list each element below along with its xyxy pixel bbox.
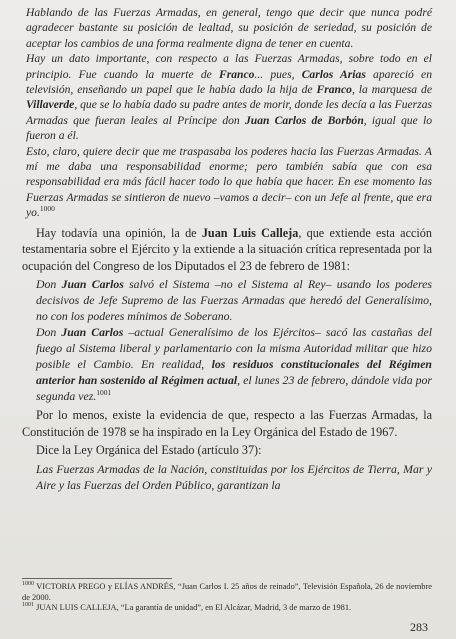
quote-paragraph — [36, 324, 432, 404]
footnote-ref: 1001 — [96, 388, 112, 398]
quote-paragraph — [26, 144, 432, 221]
text-run: Don — [36, 277, 62, 292]
text-run: Hay un dato importante, con respecto a las Fuerzas Armadas, sobre todo en el principio. Fue cuando la muerte de — [26, 52, 432, 81]
text-run: –actual Generalísimo de los Ejércitos– sacó las castañas del fuego al Sistema liberal y parlamentario con la misma Autoridad militar que hizo posible el Cambio. En realidad, — [36, 325, 433, 372]
bold-name: Juan Carlos — [61, 325, 124, 340]
quote-paragraph — [36, 276, 432, 324]
bold-name: Franco — [316, 83, 352, 97]
quote-block-1 — [26, 5, 432, 221]
text-run: , que extiende esta acción testamentaria sobre el Ejército y la extiende a la situación crítica representada por la ocupación del Congreso de los Diputados el 23 de febrero de 1981: — [22, 225, 432, 273]
bold-name: Carlos Arias — [301, 67, 366, 81]
footnote-1000 — [22, 582, 432, 603]
page-number: 283 — [410, 620, 428, 634]
bold-name: los residuos constitucionales del Régimen anterior han sostenido al Régimen actual — [36, 357, 432, 388]
footnote-number: 1001 — [22, 602, 34, 609]
footnote-1001 — [22, 603, 432, 614]
text-run: Esto, claro, quiere decir que me traspasaba los poderes hacia las Fuerzas Armadas. A mí me daba una responsabilidad enorme; pero también sabía que con esa responsabilidad era más fácil hacer todo lo que había que hacer. En ese momento las Fuerzas Armadas se sintieron de nuevo –vamos a decir– con un Jefe al frente, que era yo. — [26, 144, 432, 220]
footnotes — [22, 582, 432, 614]
bold-name: Juan Carlos de Borbón — [244, 113, 364, 127]
bold-name: Franco — [218, 67, 255, 81]
text-run: Don — [36, 325, 62, 340]
bold-name: Juan Carlos — [61, 277, 124, 292]
quote-block-2 — [36, 276, 432, 404]
quote-block-3: Las Fuerzas Armadas de la Nación, constituidas por los Ejércitos de Tierra, Mar y Aire y las Fuerzas del Orden Público, garantizan la — [36, 461, 432, 492]
footnote-divider — [22, 578, 172, 579]
footnote-number: 1000 — [22, 581, 34, 588]
text-run: , igual que lo fueron a él. — [26, 113, 432, 143]
text-run: , que se lo había dado su padre antes de morir, donde les decía a las Fuerzas Armadas que fueran leales al Príncipe don — [26, 98, 432, 127]
footnote-ref: 1000 — [39, 204, 55, 214]
paragraph-ley-organica: Dice la Ley Orgánica del Estado (artículo 37): — [36, 443, 262, 458]
text-run: ... pues, — [254, 67, 302, 81]
quote-paragraph — [26, 5, 432, 51]
text-run: Hablando de las Fuerzas Armadas, en general, tengo que decir que nunca podré agradecer bastante su posición de lealtad, su posición de seriedad, su posición de aceptar los cambios de una forma realmente digna de tener en cuenta. — [26, 6, 432, 50]
text-run: , el lunes 23 de febrero, dándole vida por segunda vez. — [36, 373, 432, 404]
bold-name: Villaverde — [26, 98, 75, 112]
footnote-text: VICTORIA PREGO y ELÍAS ANDRÉS, “Juan Carlos I. 25 años de reinado”, Televisión Española, 26 de noviembre de 2000. — [22, 582, 432, 602]
quote-paragraph — [26, 51, 432, 143]
text-run: , la marquesa de — [351, 83, 432, 97]
text-run: apareció en televisión, enseñando un papel que le había dado la hija de — [26, 67, 432, 97]
text-run: Hay todavía una opinión, la de — [36, 225, 202, 240]
footnote-text: JUAN LUIS CALLEJA, “La garantía de unidad”, en El Alcázar, Madrid, 3 de marzo de 1981. — [36, 603, 352, 612]
bold-name: Juan Luis Calleja — [201, 225, 299, 240]
paragraph-calleja-intro — [22, 225, 432, 275]
text-run: salvó el Sistema –no el Sistema al Rey– usando los poderes decisivos de Jefe Supremo de las Fuerzas Armadas que heredó del Generalísimo, no con los poderes mínimos de Soberano. — [36, 277, 432, 324]
paragraph-constitution: Por lo menos, existe la evidencia de que, respecto a las Fuerzas Armadas, la Constitución de 1978 se ha inspirado en la Ley Orgánica del Estado de 1967. — [22, 408, 432, 439]
